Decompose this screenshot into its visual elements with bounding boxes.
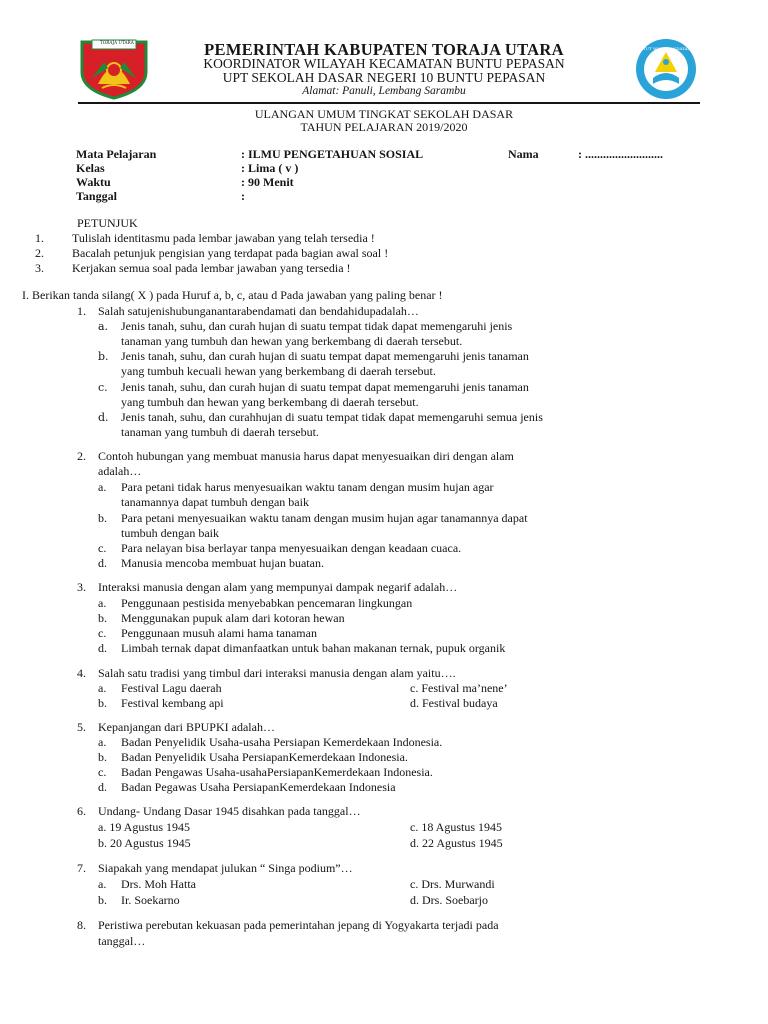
name-field: : ..........................	[578, 147, 663, 161]
option-letter: a.	[98, 596, 107, 610]
regency-logo-label: TORAJA UTARA	[100, 40, 134, 45]
option-letter: c.	[98, 765, 107, 779]
instructions-heading: PETUNJUK	[77, 216, 138, 230]
exam-year: TAHUN PELAJARAN 2019/2020	[300, 120, 468, 134]
option-text: Menggunakan pupuk alam dari kotoran hewan	[121, 611, 345, 625]
subject-value: : ILMU PENGETAHUAN SOSIAL	[241, 147, 424, 161]
option-text: Festival Lagu daerah	[121, 681, 222, 695]
question-stem: adalah…	[98, 464, 142, 478]
option-letter: a.	[98, 480, 107, 494]
class-label: Kelas	[76, 161, 105, 175]
class-value: : Lima ( v )	[241, 161, 299, 175]
option-letter: c.	[98, 626, 107, 640]
time-label: Waktu	[76, 175, 111, 189]
option-text: Jenis tanah, suhu, dan curah hujan di suatu tempat tidak dapat memengaruhi jenis	[121, 319, 513, 333]
option-text: Ir. Soekarno	[121, 893, 180, 907]
option-text: Para nelayan bisa berlayar tanpa menyesuaikan dengan keadaan cuaca.	[121, 541, 462, 555]
tut-wuri-label: TUT WURI HANDAYANI	[643, 46, 693, 51]
option-text: yang tumbuh kecuali hewan yang berkembang di daerah tersebut.	[121, 364, 436, 378]
time-value: : 90 Menit	[241, 175, 294, 189]
option-letter: c.	[98, 541, 107, 555]
option-letter: a.	[98, 681, 107, 695]
instruction-text: Bacalah petunjuk pengisian yang terdapat pada bagian awal soal !	[72, 246, 389, 260]
option-text: tanaman yang tumbuh di daerah tersebut.	[121, 425, 319, 439]
option-text: tumbuh dengan baik	[121, 526, 219, 540]
option-text: c. Drs. Murwandi	[410, 877, 495, 891]
instruction-text: Kerjakan semua soal pada lembar jawaban yang tersedia !	[72, 261, 351, 275]
question-number: 4.	[77, 666, 86, 680]
option-text: yang tumbuh dan hewan yang berkembang di daerah tersebut.	[121, 395, 419, 409]
question-stem: tanggal…	[98, 934, 146, 948]
option-text: b. 20 Agustus 1945	[98, 836, 191, 850]
option-letter: c.	[98, 381, 108, 394]
letterhead-coordinator: KOORDINATOR WILAYAH KECAMATAN BUNTU PEPASAN	[203, 56, 565, 71]
option-text: Badan Pegawas Usaha PersiapanKemerdekaan Indonesia	[121, 780, 396, 794]
question-number: 7.	[77, 861, 86, 875]
instruction-number: 3.	[35, 261, 44, 275]
question-stem: Siapakah yang mendapat julukan “ Singa podium”…	[98, 861, 353, 875]
option-text: Jenis tanah, suhu, dan curah hujan di suatu tempat dapat memengaruhi jenis tanaman	[121, 349, 529, 363]
option-letter: b.	[98, 893, 107, 907]
option-text: c. Festival ma’nene’	[410, 681, 508, 695]
letterhead-school: UPT SEKOLAH DASAR NEGERI 10 BUNTU PEPASAN	[222, 70, 546, 85]
option-text: Manusia mencoba membuat hujan buatan.	[121, 556, 324, 570]
option-text: a. 19 Agustus 1945	[98, 820, 191, 834]
option-text: Para petani tidak harus menyesuaikan waktu tanam dengan musim hujan agar	[121, 480, 494, 494]
question-stem: Kepanjangan dari BPUPKI adalah…	[98, 720, 275, 734]
option-text: Badan Penyelidik Usaha-usaha Persiapan Kemerdekaan Indonesia.	[121, 735, 443, 749]
letterhead-divider	[78, 102, 700, 104]
question-stem: Undang- Undang Dasar 1945 disahkan pada tanggal…	[98, 804, 361, 818]
date-value: :	[241, 189, 245, 203]
option-text: Drs. Moh Hatta	[121, 877, 196, 891]
option-letter: d.	[98, 556, 107, 570]
option-letter: b.	[98, 511, 107, 525]
option-letter: b.	[98, 611, 107, 625]
option-text: d. Drs. Soebarjo	[410, 893, 488, 907]
option-text: Penggunaan pestisida menyebabkan pencemaran lingkungan	[121, 596, 413, 610]
question-number: 2.	[77, 449, 86, 463]
option-text: Badan Penyelidik Usaha PersiapanKemerdekaan Indonesia.	[121, 750, 408, 764]
section-title: I. Berikan tanda silang( X ) pada Huruf a, b, c, atau d Pada jawaban yang paling benar !	[22, 288, 443, 302]
option-text: Penggunaan musuh alami hama tanaman	[121, 626, 317, 640]
option-text: tanamannya dapat tumbuh dengan baik	[121, 495, 309, 509]
option-text: c. 18 Agustus 1945	[410, 820, 503, 834]
option-text: tanaman yang tumbuh dan hewan yang berkembang di daerah tersebut.	[121, 334, 463, 348]
option-text: Jenis tanah, suhu, dan curahhujan di suatu tempat tidak dapat memengaruhi semua jenis	[121, 410, 543, 424]
subject-label: Mata Pelajaran	[76, 147, 157, 161]
question-number: 8.	[77, 918, 86, 932]
letterhead-government: PEMERINTAH KABUPATEN TORAJA UTARA	[204, 40, 564, 59]
instruction-number: 2.	[35, 246, 44, 260]
letterhead-address: Alamat: Panuli, Lembang Sarambu	[302, 85, 466, 97]
option-letter: a.	[98, 320, 109, 333]
option-text: Jenis tanah, suhu, dan curah hujan di suatu tempat dapat memengaruhi jenis tanaman	[121, 380, 529, 394]
option-letter: b.	[98, 750, 107, 764]
option-letter: d.	[98, 780, 107, 794]
option-text: Limbah ternak dapat dimanfaatkan untuk bahan makanan ternak, pupuk organik	[121, 641, 506, 655]
question-number: 3.	[77, 580, 86, 594]
name-label: Nama	[508, 147, 539, 161]
date-label: Tanggal	[76, 189, 117, 203]
question-number: 5.	[77, 720, 86, 734]
question-number: 1.	[77, 304, 86, 318]
option-text: Badan Pengawas Usaha-usahaPersiapanKemerdekaan Indonesia.	[121, 765, 433, 779]
instruction-number: 1.	[35, 231, 44, 245]
option-letter: b.	[98, 696, 107, 710]
question-number: 6.	[77, 804, 86, 818]
question-stem: Salah satu tradisi yang timbul dari interaksi manusia dengan alam yaitu….	[98, 666, 456, 680]
option-letter: a.	[98, 735, 107, 749]
exam-title: ULANGAN UMUM TINGKAT SEKOLAH DASAR	[254, 107, 514, 121]
option-letter: b.	[98, 350, 109, 363]
instruction-text: Tulislah identitasmu pada lembar jawaban yang telah tersedia !	[72, 231, 375, 245]
option-text: Para petani menyesuaikan waktu tanam dengan musim hujan agar tanamannya dapat	[121, 511, 528, 525]
question-stem: Salah satujenishubunganantarabendamati dan bendahidupadalah…	[98, 304, 419, 318]
option-text: d. Festival budaya	[410, 696, 498, 710]
question-stem: Contoh hubungan yang membuat manusia harus dapat menyesuaikan diri dengan alam	[98, 449, 514, 463]
question-stem: Interaksi manusia dengan alam yang mempunyai dampak negarif adalah…	[98, 580, 458, 594]
option-text: d. 22 Agustus 1945	[410, 836, 503, 850]
option-letter: d.	[98, 641, 107, 655]
question-stem: Peristiwa perebutan kekuasan pada pemerintahan jepang di Yogyakarta terjadi pada	[98, 918, 499, 932]
option-letter: d.	[98, 411, 109, 424]
option-letter: a.	[98, 877, 107, 891]
option-text: Festival kembang api	[121, 696, 224, 710]
